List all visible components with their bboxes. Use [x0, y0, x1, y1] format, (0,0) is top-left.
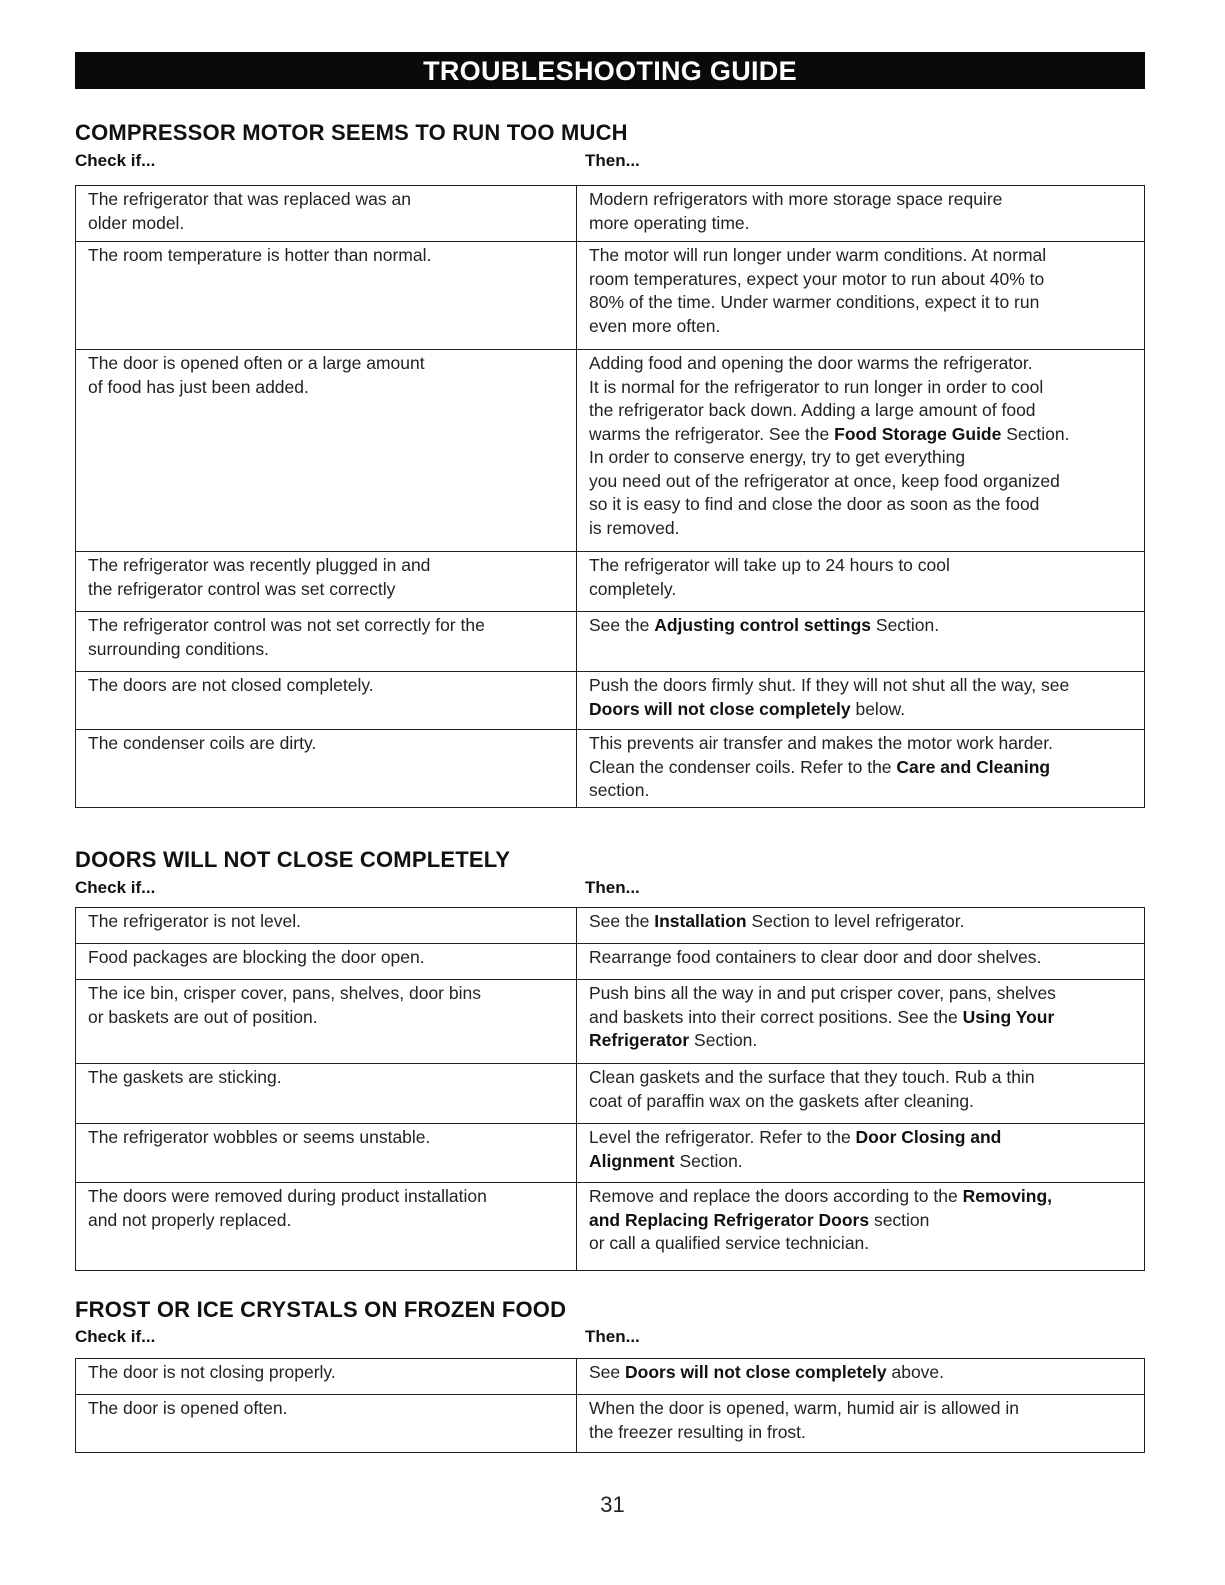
table-row: [76, 672, 1145, 730]
check-cell: The door is not closing properly.: [76, 1359, 577, 1395]
then-cell: When the door is opened, warm, humid air is allowed in the freezer resulting in frost.: [577, 1395, 1145, 1453]
compressor-table: [75, 185, 1145, 808]
then-cell: Push the doors firmly shut. If they will not shut all the way, see Doors will not close completely below.: [577, 672, 1145, 730]
section-title-frost: FROST OR ICE CRYSTALS ON FROZEN FOOD: [75, 1297, 567, 1322]
table-row: [76, 1183, 1145, 1271]
check-cell: The condenser coils are dirty.: [76, 730, 577, 808]
section-title-compressor: COMPRESSOR MOTOR SEEMS TO RUN TOO MUCH: [75, 120, 628, 145]
then-cell: See the Adjusting control settings Section.: [577, 612, 1145, 672]
then-cell: Push bins all the way in and put crisper cover, pans, shelves and baskets into their correct positions. See the Using Your Refrigerator Section.: [577, 980, 1145, 1064]
then-cell: Clean gaskets and the surface that they touch. Rub a thin coat of paraffin wax on the gaskets after cleaning.: [577, 1064, 1145, 1124]
check-cell: The refrigerator is not level.: [76, 908, 577, 944]
then-header: Then...: [585, 151, 640, 170]
section-title-doors: DOORS WILL NOT CLOSE COMPLETELY: [75, 847, 511, 872]
frost-table: [75, 1358, 1145, 1453]
check-cell: The ice bin, crisper cover, pans, shelves, door bins or baskets are out of position.: [76, 980, 577, 1064]
then-cell: See Doors will not close completely above.: [577, 1359, 1145, 1395]
check-cell: The door is opened often or a large amount of food has just been added.: [76, 350, 577, 552]
check-cell: The refrigerator wobbles or seems unstable.: [76, 1124, 577, 1183]
then-cell: Adding food and opening the door warms the refrigerator. It is normal for the refrigerator to run longer in order to cool the refrigerator back down. Adding a large amount of food warms the refrigerator. See the Food Storage Guide Section. In order to conserve energy, try to get everything you need out of the refrigerator at once, keep food organized so it is easy to find and close the door as soon as the food is removed.: [577, 350, 1145, 552]
table-row: [76, 1359, 1145, 1395]
page-number: 31: [600, 1492, 625, 1517]
table-row: [76, 1064, 1145, 1124]
check-cell: The gaskets are sticking.: [76, 1064, 577, 1124]
table-row: [76, 944, 1145, 980]
table-row: [76, 1395, 1145, 1453]
check-cell: The refrigerator control was not set correctly for the surrounding conditions.: [76, 612, 577, 672]
check-cell: Food packages are blocking the door open.: [76, 944, 577, 980]
check-if-header: Check if...: [75, 878, 156, 897]
page-banner: TROUBLESHOOTING GUIDE: [75, 52, 1145, 89]
table-row: [76, 242, 1145, 350]
then-cell: Level the refrigerator. Refer to the Door Closing and Alignment Section.: [577, 1124, 1145, 1183]
then-cell: The refrigerator will take up to 24 hours to cool completely.: [577, 552, 1145, 612]
check-cell: The doors were removed during product installation and not properly replaced.: [76, 1183, 577, 1271]
table-row: [76, 186, 1145, 242]
table-row: [76, 612, 1145, 672]
table-row: [76, 1124, 1145, 1183]
table-row: [76, 980, 1145, 1064]
then-header: Then...: [585, 878, 640, 897]
doors-table: [75, 907, 1145, 1271]
table-row: [76, 730, 1145, 808]
check-cell: The refrigerator that was replaced was an older model.: [76, 186, 577, 242]
check-cell: The door is opened often.: [76, 1395, 577, 1453]
then-header: Then...: [585, 1327, 640, 1346]
then-cell: Modern refrigerators with more storage space require more operating time.: [577, 186, 1145, 242]
then-cell: See the Installation Section to level refrigerator.: [577, 908, 1145, 944]
check-if-header: Check if...: [75, 1327, 156, 1346]
then-cell: The motor will run longer under warm conditions. At normal room temperatures, expect your motor to run about 40% to 80% of the time. Under warmer conditions, expect it to run even more often.: [577, 242, 1145, 350]
table-row: [76, 350, 1145, 552]
check-cell: The refrigerator was recently plugged in and the refrigerator control was set correctly: [76, 552, 577, 612]
table-row: [76, 908, 1145, 944]
then-cell: This prevents air transfer and makes the motor work harder. Clean the condenser coils. Refer to the Care and Cleaning section.: [577, 730, 1145, 808]
check-cell: The doors are not closed completely.: [76, 672, 577, 730]
check-cell: The room temperature is hotter than normal.: [76, 242, 577, 350]
check-if-header: Check if...: [75, 151, 156, 170]
then-cell: Remove and replace the doors according to the Removing, and Replacing Refrigerator Doors section or call a qualified service technician.: [577, 1183, 1145, 1271]
then-cell: Rearrange food containers to clear door and door shelves.: [577, 944, 1145, 980]
table-row: [76, 552, 1145, 612]
